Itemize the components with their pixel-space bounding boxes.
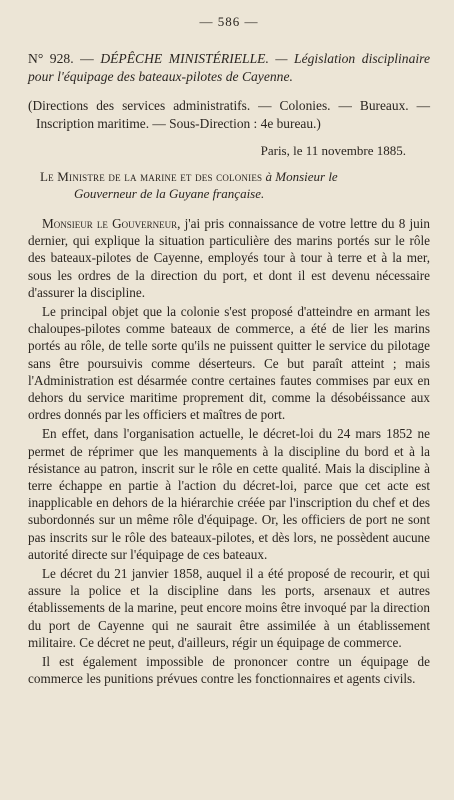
dispatch-heading (28, 50, 430, 86)
paragraph-5: Il est également impossible de prononcer contre un équipage de commerce les punitions prévues contre les fonctionnaires et agents civils. (28, 654, 430, 687)
paragraph-1 (28, 215, 430, 301)
paragraph-4: Le décret du 21 janvier 1858, auquel il a été proposé de recourir, et qui assure la police et la discipline dans les ports, arsenaux et autres établissements de la marine, peut encore moins être invoqué par la direction du port de Cayenne qui ne saurait être assimilée à un établissement militaire. Ce décret ne peut, d'ailleurs, régir un équipage de commerce. (28, 566, 430, 650)
dispatch-title: DÉPÊCHE MINISTÉRIELLE. — Législation disciplinaire pour l'équipage des bateaux-pilotes de Cayenne. (28, 51, 430, 84)
address-recipient: Gouverneur de la Guyane française. (74, 186, 265, 201)
dispatch-number: N° 928. (28, 51, 74, 66)
page-number: — 586 — (199, 14, 259, 29)
heading-dash: — (73, 51, 101, 66)
salutation: Monsieur le Gouverneur, (42, 216, 181, 231)
address-to: à Monsieur le (265, 169, 338, 184)
dispatch-address (28, 168, 430, 202)
paragraph-2: Le principal objet que la colonie s'est proposé d'atteindre en armant les chaloupes-pilotes comme bateaux de commerce, a été de lier les marins portés au rôle, de telle sorte qu'ils ne puissent quitter le service du pilotage sans être poursuivis comme déserteurs. Ce but paraît atteint ; mais l'Administration est désarmée contre certaines fautes commises par eux en dehors du service maritime proprement dit, comme la désobéissance aux ordres donnés par les officiers et maîtres de port. (28, 304, 430, 423)
dispatch-subheading: (Directions des services administratifs. — Colonies. — Bureaux. — Inscription maritime. — Sous-Direction : 4e bureau.) (28, 98, 430, 131)
paragraph-1-text: j'ai pris connaissance de votre lettre du 8 juin dernier, qui explique la situation particulière des marins portés sur le rôle des bateaux-pilotes de Cayenne, employés tour à tour à terre et à la mer, sous les ordres de la direction du port, et dont il est devenu nécessaire d'assurer la discipline. (28, 216, 431, 300)
paragraph-3: En effet, dans l'organisation actuelle, le décret-loi du 24 mars 1852 ne permet de réprimer que les manquements à la discipline du bord et à la résistance au patron, inscrit sur le rôle en cette qualité. Mais la discipline à terre échappe en partie à l'action du décret-loi, parce que cet acte est inapplicable en dehors de la hiérarchie créée par l'inscription du chef et des subordonnés sur un même rôle d'équipage. Or, les officiers de port ne sont pas inscrits sur le rôle des bateaux-pilotes, et dès lors, ne possèdent aucune autorité directe sur l'équipage de ces bateaux. (28, 426, 430, 562)
dispatch-date: Paris, le 11 novembre 1885. (260, 143, 406, 158)
address-sender: Le Ministre de la marine et des colonies (40, 169, 263, 184)
